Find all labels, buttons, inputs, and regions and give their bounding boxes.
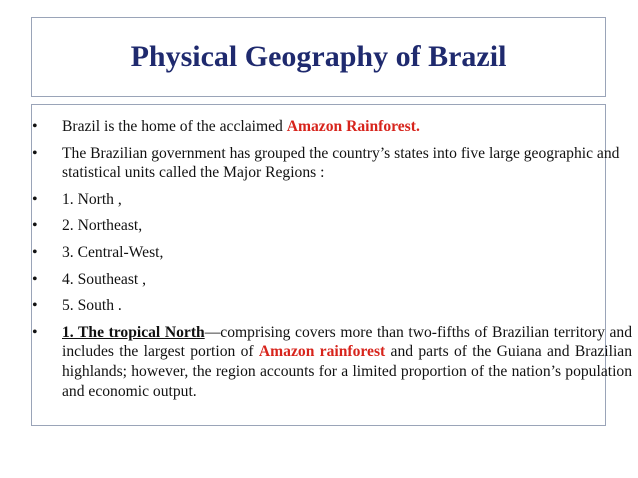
page-title: Physical Geography of Brazil [130,40,507,73]
bullet-text: 3. Central-West, [62,243,164,261]
highlight-text: Amazon rainforest [258,343,386,361]
list-item-government [32,144,632,183]
bullet-text: and parts of the Guiana and Brazilian highlands; however, the region accounts for a limited proportion of the nation’s population and economic output. [62,343,632,400]
bullet-text: The Brazilian government has grouped the country’s states into five large geographic and statistical units called the Major Regions : [62,144,620,182]
list-item-southeast [32,270,632,290]
highlight-text: Amazon Rainforest. [286,118,420,135]
list-item-tropical-north [32,323,632,401]
bullet-icon: • [32,243,38,261]
bullet-icon: • [32,323,38,341]
bullet-text: —comprising covers more than two-fifths of Brazilian territory and includes the largest portion of [62,323,632,361]
bullet-text: 1. North , [62,190,122,208]
bullet-list [32,117,632,408]
list-item-central-west [32,243,632,263]
bullet-icon: • [32,297,38,315]
bullet-text: 2. Northeast, [62,217,143,235]
bullet-icon: • [32,118,38,135]
list-item-amazon [32,117,632,137]
list-item-south [32,296,632,316]
list-item-northeast [32,216,632,236]
bullet-text: Brazil is the home of the acclaimed [62,118,287,135]
list-item-north [32,190,632,210]
title-box [31,17,606,97]
section-label: 1. The tropical North [62,323,205,341]
content-box [31,104,632,426]
bullet-icon: • [32,217,38,235]
bullet-text: 4. Southeast , [62,270,147,288]
bullet-icon: • [32,190,38,208]
bullet-icon: • [32,144,38,162]
bullet-icon: • [32,270,38,288]
bullet-text: 5. South . [62,297,122,315]
